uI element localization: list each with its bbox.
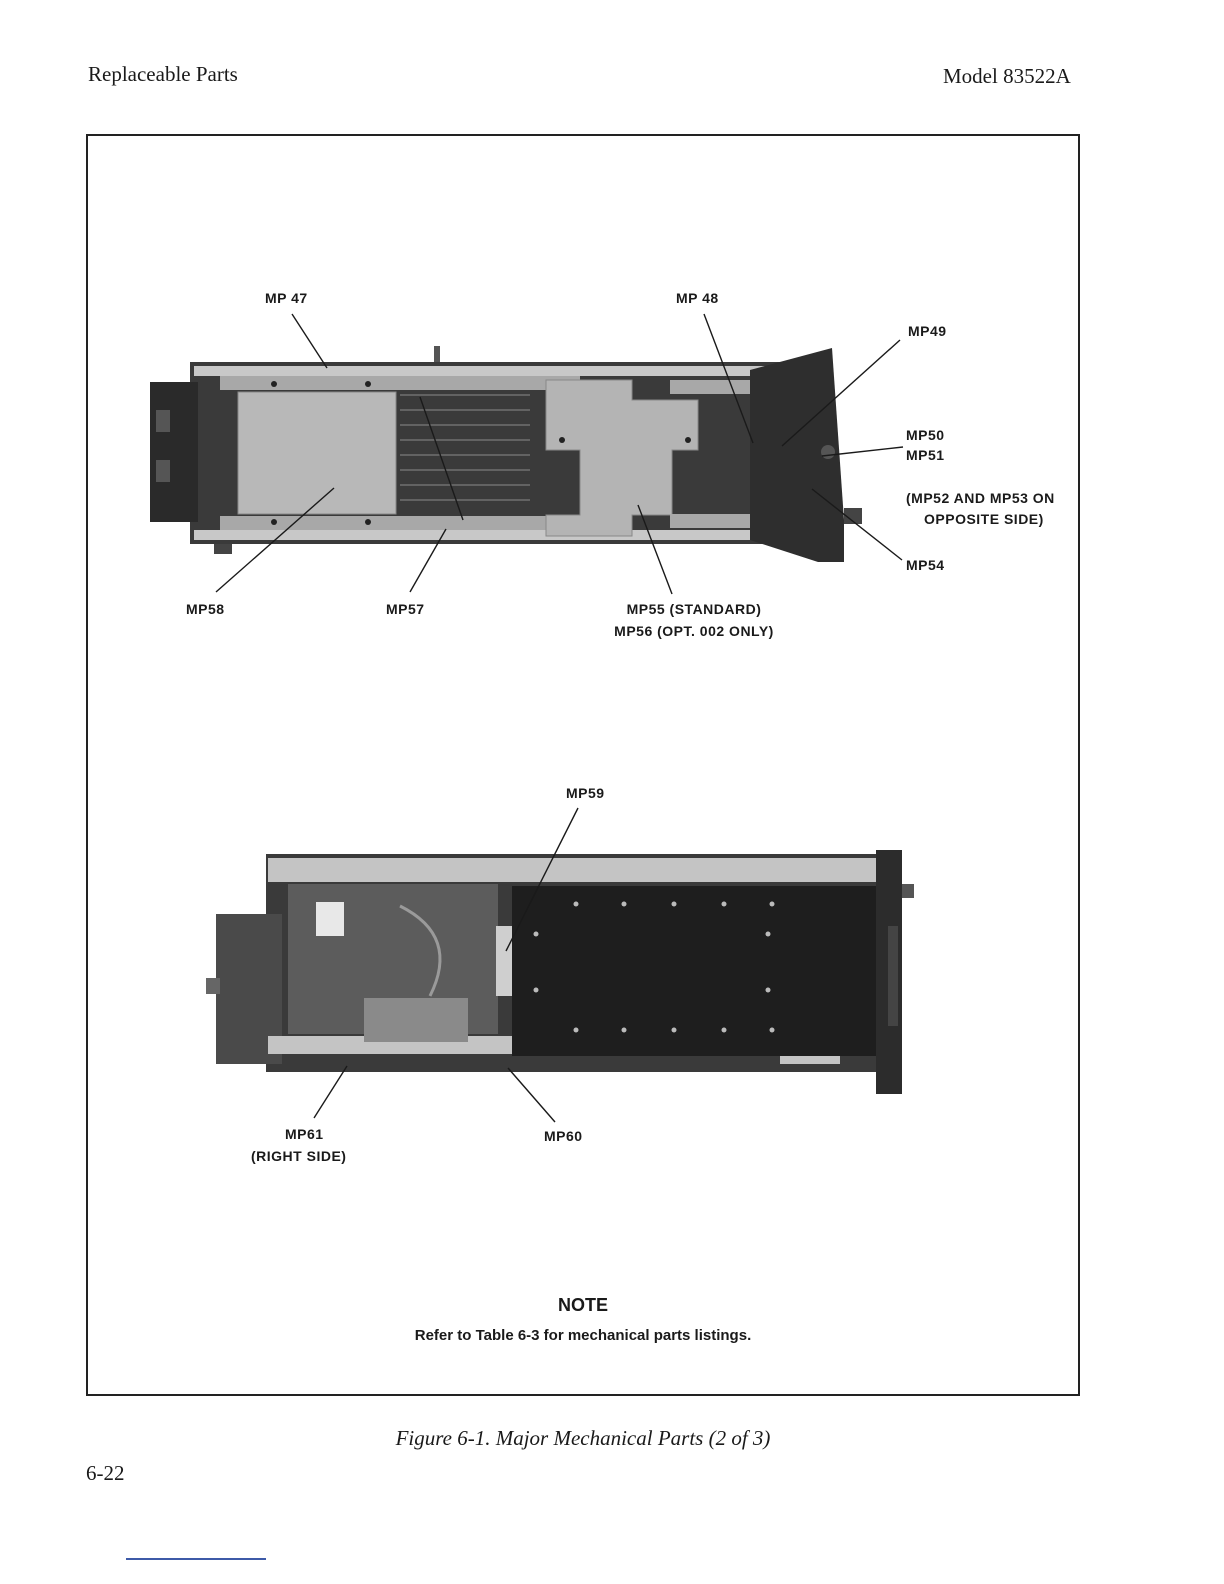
label-mp57: MP57 — [386, 601, 425, 617]
label-mp60: MP60 — [544, 1128, 583, 1144]
label-mp61-note: (RIGHT SIDE) — [251, 1148, 347, 1164]
label-mp58: MP58 — [186, 601, 225, 617]
note-title: NOTE — [557, 1295, 608, 1315]
top-chassis-photo — [150, 340, 870, 580]
label-mp54: MP54 — [906, 557, 945, 573]
label-mp56: MP56 (OPT. 002 ONLY) — [614, 623, 774, 639]
label-mp52-53-line1: (MP52 AND MP53 ON — [906, 490, 1055, 506]
page-number: 6-22 — [86, 1461, 125, 1485]
label-mp47: MP 47 — [265, 290, 308, 306]
label-mp59: MP59 — [566, 785, 605, 801]
label-mp52-53-line2: OPPOSITE SIDE) — [924, 511, 1044, 527]
label-mp51: MP51 — [906, 447, 945, 463]
figure-caption: Figure 6-1. Major Mechanical Parts (2 of 3) — [395, 1426, 771, 1450]
bottom-chassis-photo — [200, 846, 920, 1096]
label-mp55: MP55 (STANDARD) — [626, 601, 762, 617]
label-mp48: MP 48 — [676, 290, 719, 306]
footer-rule — [126, 1558, 266, 1560]
running-header-title: Replaceable Parts — [88, 62, 238, 86]
running-header-model: Model 83522A — [943, 64, 1071, 88]
label-mp61: MP61 — [285, 1126, 324, 1142]
label-mp50: MP50 — [906, 427, 945, 443]
note-text: Refer to Table 6-3 for mechanical parts listings. — [414, 1327, 752, 1344]
label-mp49: MP49 — [908, 323, 947, 339]
